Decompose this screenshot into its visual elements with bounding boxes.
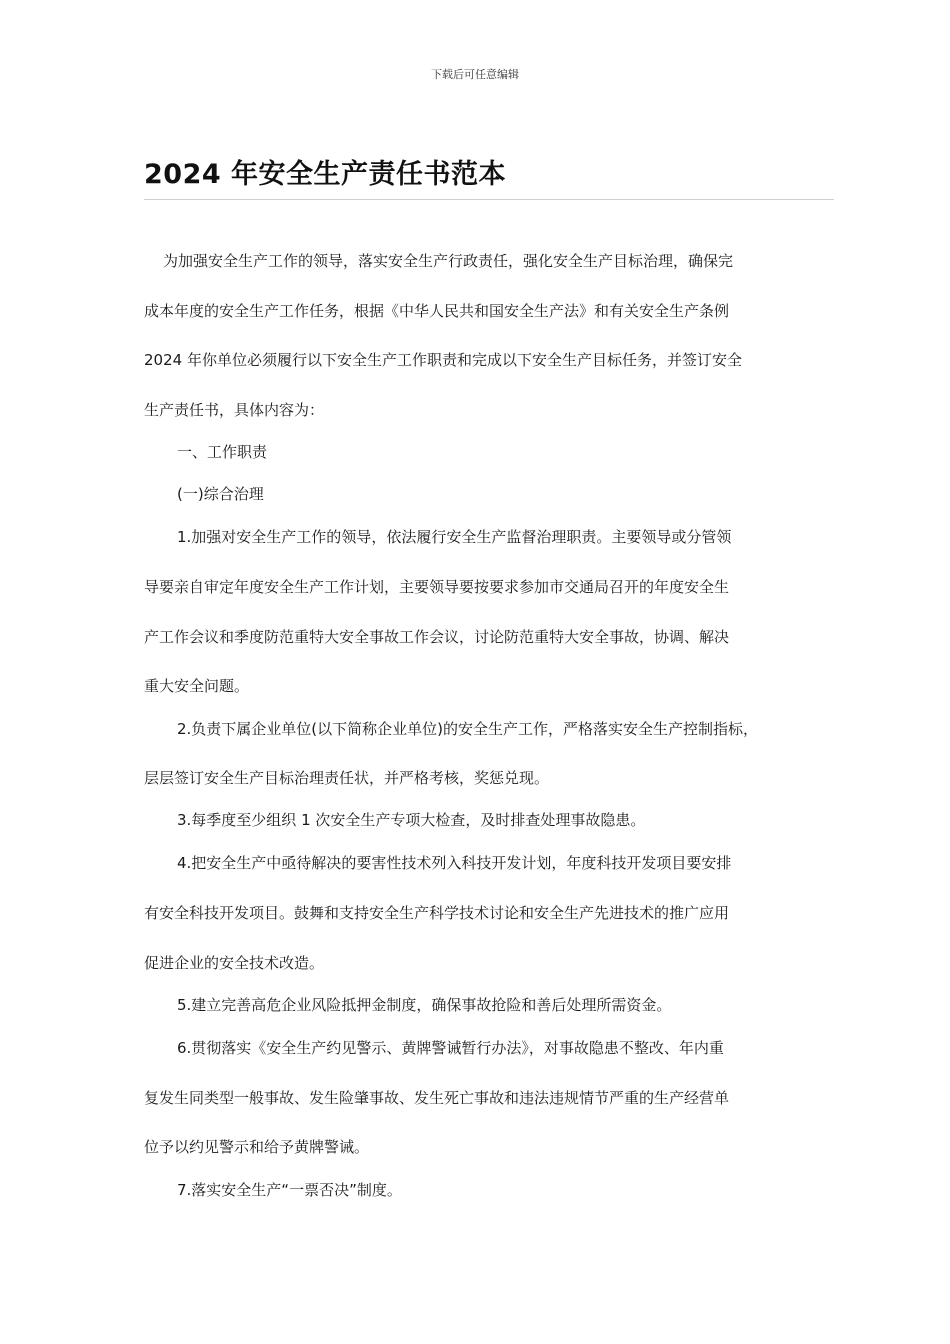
- body-line: 1.加强对安全生产工作的领导，依法履行安全生产监督治理职责。主要领导或分管领: [177, 528, 732, 546]
- body-line: 2024 年你单位必须履行以下安全生产工作职责和完成以下安全生产目标任务，并签订安全: [144, 351, 742, 369]
- body-line: 6.贯彻落实《安全生产约见警示、黄牌警诫暂行办法》，对事故隐患不整改、年内重: [177, 1039, 724, 1057]
- body-line: 2.负责下属企业单位(以下简称企业单位)的安全生产工作，严格落实安全生产控制指标，: [177, 720, 759, 738]
- body-line: 为加强安全生产工作的领导，落实安全生产行政责任，强化安全生产目标治理，确保完: [163, 252, 734, 270]
- body-line: 层层签订安全生产目标治理责任状，并严格考核，奖惩兑现。: [144, 769, 550, 787]
- body-line: 产工作会议和季度防范重特大安全事故工作会议，讨论防范重特大安全事故，协调、解决: [144, 628, 730, 646]
- body-line: 5.建立完善高危企业风险抵押金制度，确保事故抢险和善后处理所需资金。: [177, 996, 672, 1014]
- body-line: 重大安全问题。: [144, 677, 250, 695]
- section-heading: 一、工作职责: [177, 443, 268, 461]
- body-line: 复发生同类型一般事故、发生险肇事故、发生死亡事故和违法违规情节严重的生产经营单: [144, 1089, 730, 1107]
- body-line: 成本年度的安全生产工作任务，根据《中华人民共和国安全生产法》和有关安全生产条例: [144, 302, 730, 320]
- body-line: 有安全科技开发项目。鼓舞和支持安全生产科学技术讨论和安全生产先进技术的推广应用: [144, 904, 730, 922]
- title-divider: [144, 199, 834, 200]
- document-title: 2024 年安全生产责任书范本: [144, 159, 507, 190]
- body-line: 生产责任书，具体内容为：: [144, 401, 325, 419]
- body-line: 导要亲自审定年度安全生产工作计划，主要领导要按要求参加市交通局召开的年度安全生: [144, 578, 730, 596]
- body-line: 3.每季度至少组织 1 次安全生产专项大检查，及时排查处理事故隐患。: [177, 811, 646, 829]
- subsection-heading: (一)综合治理: [177, 485, 264, 503]
- body-line: 促进企业的安全技术改造。: [144, 954, 325, 972]
- body-line: 7.落实安全生产“一票否决”制度。: [177, 1181, 402, 1199]
- body-line: 4.把安全生产中亟待解决的要害性技术列入科技开发计划，年度科技开发项目要安排: [177, 854, 732, 872]
- body-line: 位予以约见警示和给予黄牌警诫。: [144, 1138, 370, 1156]
- header-note: 下载后可任意编辑: [431, 68, 519, 81]
